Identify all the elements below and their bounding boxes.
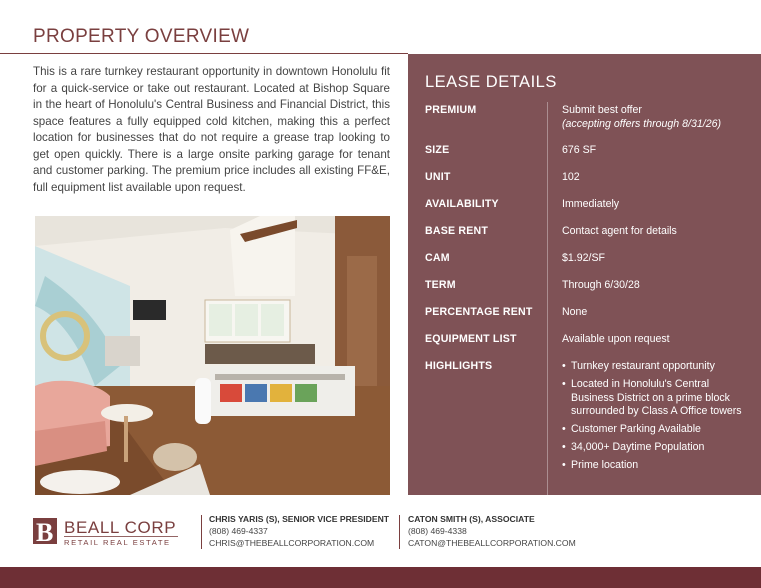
footer-band bbox=[0, 567, 761, 588]
highlight-item: • 34,000+ Daytime Population bbox=[562, 441, 705, 453]
base-rent-value: Contact agent for details bbox=[562, 225, 677, 237]
term-value: Through 6/30/28 bbox=[562, 279, 640, 291]
percentage-rent-label: PERCENTAGE RENT bbox=[425, 306, 533, 318]
premium-value bbox=[562, 104, 752, 131]
availability-value: Immediately bbox=[562, 198, 620, 210]
availability-label: AVAILABILITY bbox=[425, 198, 499, 210]
contact-chris bbox=[209, 513, 389, 549]
restaurant-interior-photo bbox=[35, 216, 390, 495]
lease-details-title: LEASE DETAILS bbox=[425, 73, 557, 91]
contact-name: CHRIS YARIS (S), SENIOR VICE PRESIDENT bbox=[209, 514, 390, 524]
size-value: 676 SF bbox=[562, 144, 597, 156]
page-title: PROPERTY OVERVIEW bbox=[33, 26, 250, 47]
contact-phone[interactable]: (808) 469-4337 bbox=[209, 526, 268, 536]
size-label: SIZE bbox=[425, 144, 450, 156]
bullet-icon: • bbox=[562, 360, 566, 372]
title-divider bbox=[0, 53, 408, 54]
highlight-item: • Located in Honolulu's Central Business District on a prime block surrounded by Class A Office towers bbox=[562, 378, 742, 417]
bullet-icon: • bbox=[562, 459, 566, 471]
bullet-icon: • bbox=[562, 378, 566, 390]
highlights-list bbox=[562, 360, 752, 477]
logo-name: BEALL CORP bbox=[64, 518, 177, 537]
premium-label: PREMIUM bbox=[425, 104, 477, 116]
highlight-item: • Customer Parking Available bbox=[562, 423, 701, 435]
contact-email[interactable]: CHRIS@THEBEALLCORPORATION.COM bbox=[209, 538, 375, 548]
unit-value: 102 bbox=[562, 171, 580, 183]
equipment-list-label: EQUIPMENT LIST bbox=[425, 333, 517, 345]
logo-letter: B bbox=[36, 518, 54, 547]
base-rent-label: BASE RENT bbox=[425, 225, 489, 237]
lease-details-panel bbox=[408, 54, 761, 495]
percentage-rent-value: None bbox=[562, 306, 588, 318]
bullet-icon: • bbox=[562, 441, 566, 453]
term-label: TERM bbox=[425, 279, 456, 291]
contact-divider bbox=[399, 515, 400, 549]
contact-email[interactable]: CATON@THEBEALLCORPORATION.COM bbox=[408, 538, 576, 548]
logo-tagline: RETAIL REAL ESTATE bbox=[64, 538, 171, 547]
logo-mark bbox=[33, 517, 183, 547]
contact-caton bbox=[408, 513, 576, 549]
equipment-list-value: Available upon request bbox=[562, 333, 670, 345]
property-description: This is a rare turnkey restaurant opportunity in downtown Honolulu fit for a quick-service or take out restaurant. Located at Bishop Square in the heart of Honolulu's Central Business and Financial District, this space features a fully equipped cold kitchen, making this a perfect location for businesses that do not require a grease trap looking to get open quickly. There is a large onsite parking garage for tenant and customer parking. The premium price includes all existing FF&E, full equipment list available upon request. bbox=[33, 65, 390, 194]
unit-label: UNIT bbox=[425, 171, 451, 183]
highlights-label: HIGHLIGHTS bbox=[425, 360, 493, 372]
cam-label: CAM bbox=[425, 252, 450, 264]
highlight-item: • Turnkey restaurant opportunity bbox=[562, 360, 715, 372]
lease-column-divider bbox=[547, 102, 548, 502]
cam-value: $1.92/SF bbox=[562, 252, 605, 264]
highlight-item: • Prime location bbox=[562, 459, 639, 471]
premium-offer: Submit best offer bbox=[562, 104, 642, 116]
beall-corp-logo bbox=[33, 517, 183, 552]
bullet-icon: • bbox=[562, 423, 566, 435]
contact-name: CATON SMITH (S), ASSOCIATE bbox=[408, 514, 535, 524]
contact-divider bbox=[201, 515, 202, 549]
contact-phone[interactable]: (808) 469-4338 bbox=[408, 526, 467, 536]
premium-note: (accepting offers through 8/31/26) bbox=[562, 117, 722, 130]
